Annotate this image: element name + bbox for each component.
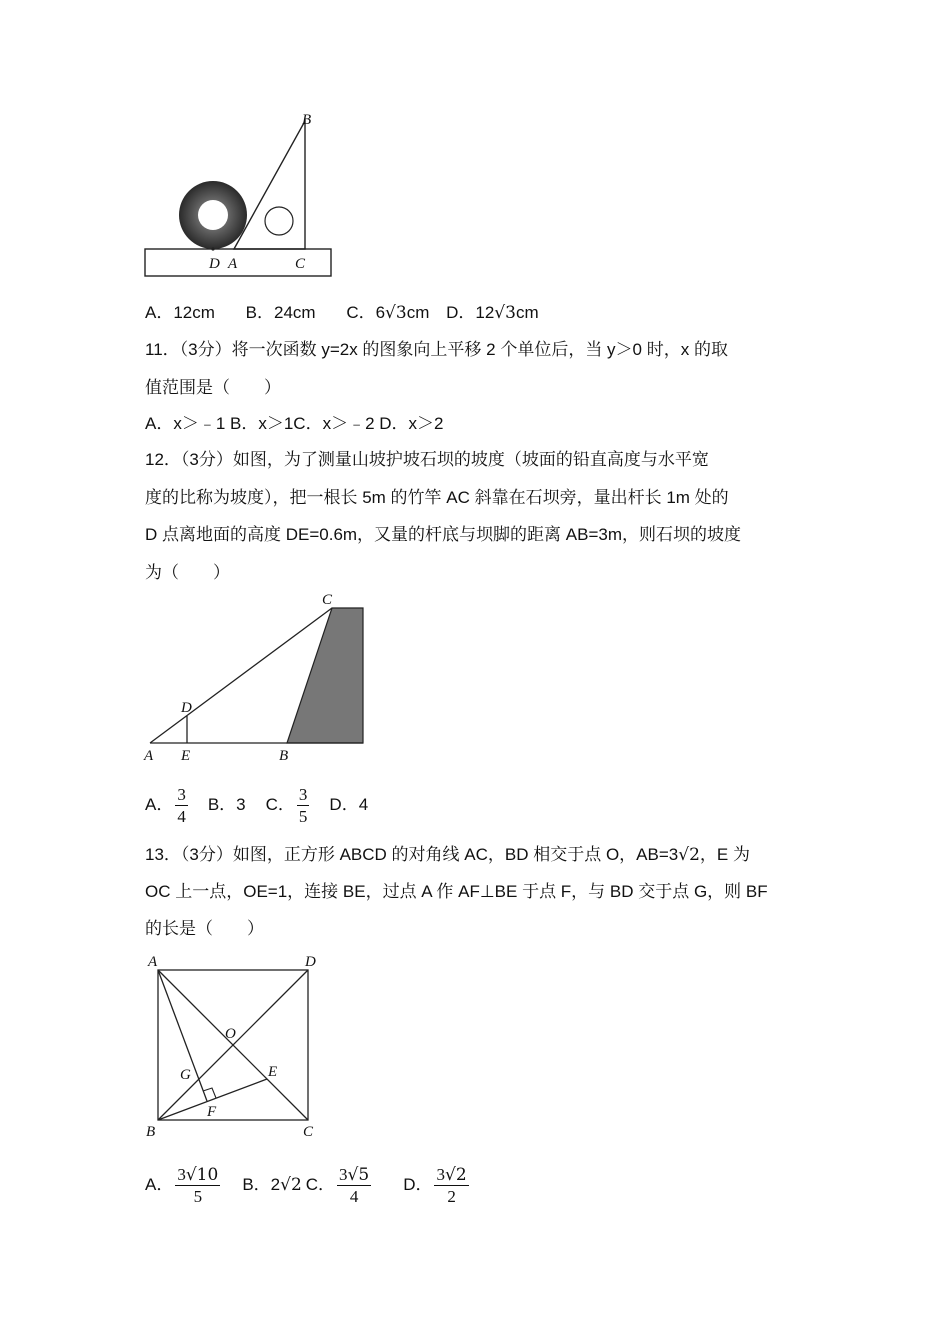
q13-option-d-denominator: 2 xyxy=(447,1186,456,1206)
q12-stem-line1: 12．（3分）如图，为了测量山坡护坡石坝的坡度（坡面的铅直高度与水平宽 xyxy=(145,450,709,469)
q12-option-c[interactable] xyxy=(266,782,312,828)
label-a: A xyxy=(228,256,238,272)
q13-option-a-radical: √10 xyxy=(185,1164,219,1185)
q13-option-a-label: A． xyxy=(145,1175,174,1194)
q12-option-c-denominator: 5 xyxy=(298,806,308,826)
q10-option-d[interactable] xyxy=(446,301,539,325)
q10-option-d-radical: √3 xyxy=(494,303,516,323)
q13-stem-radical: √2 xyxy=(678,845,700,865)
q13-option-c-denominator: 4 xyxy=(349,1186,359,1206)
q10-option-d-prefix: D．12 xyxy=(446,303,495,322)
q13-option-c-radical: √5 xyxy=(347,1164,370,1185)
q13-stem-line3: 的长是（ ） xyxy=(145,919,264,938)
q13-option-d-label: D． xyxy=(403,1175,433,1194)
figure-q13 xyxy=(140,950,340,1150)
q13-option-b-label: B．2 xyxy=(242,1175,281,1194)
set-square xyxy=(234,121,305,249)
q12-stem-line3: D 点离地面的高度 DE=0.6m，又量的杆底与坝脚的距离 AB=3m，则石坝的坡度 xyxy=(145,525,742,544)
q10-option-d-unit: cm xyxy=(515,303,539,322)
q10-option-c-unit: cm xyxy=(406,303,430,322)
q12-options xyxy=(145,782,368,828)
q12-option-a[interactable] xyxy=(145,782,190,828)
figure-q12 xyxy=(140,590,380,765)
q13-option-d-coef: 3 xyxy=(436,1164,445,1184)
label-b: B xyxy=(279,748,289,764)
point-d xyxy=(211,247,214,250)
q13-option-a[interactable] xyxy=(145,1161,222,1209)
label-o: O xyxy=(225,1026,236,1042)
q13-option-b-radical: √2 xyxy=(280,1175,302,1195)
label-g: G xyxy=(180,1067,191,1083)
q10-option-c-radical: √3 xyxy=(385,303,407,323)
label-d: D xyxy=(305,954,316,970)
q13-option-d-numerator xyxy=(434,1166,468,1186)
q12-option-c-fraction xyxy=(297,786,310,826)
q10-options xyxy=(145,301,539,325)
washer-hole xyxy=(198,200,228,230)
q13-option-d-fraction xyxy=(434,1166,468,1206)
label-b: B xyxy=(146,1124,156,1140)
q13-stem-line1-text: 13．（3分）如图，正方形 ABCD 的对角线 AC，BD 相交于点 O，AB=3 xyxy=(145,845,679,864)
q13-options xyxy=(145,1161,471,1209)
q13-option-a-denominator: 5 xyxy=(193,1186,203,1206)
q12-option-c-label: C． xyxy=(265,795,295,814)
q11-stem-line2: 值范围是（ ） xyxy=(145,378,281,397)
q13-option-b[interactable] xyxy=(242,1161,301,1209)
q11-stem-line1: 11．（3分）将一次函数 y=2x 的图象向上平移 2 个单位后，当 y＞0 时，x 的取 xyxy=(145,340,728,359)
label-e: E xyxy=(181,748,191,764)
q13-option-a-coef: 3 xyxy=(177,1164,186,1184)
q12-option-a-fraction xyxy=(175,786,188,826)
q13-option-a-numerator xyxy=(175,1166,220,1186)
q13-option-c-coef: 3 xyxy=(339,1164,348,1184)
q13-option-c-numerator xyxy=(337,1166,371,1186)
label-c: C xyxy=(303,1124,314,1140)
q10-option-c-prefix: C．6 xyxy=(346,303,386,322)
label-d: D xyxy=(181,700,192,716)
q10-option-b[interactable]: B．24cm xyxy=(245,303,316,322)
label-e: E xyxy=(268,1064,278,1080)
q13-option-d-radical: √2 xyxy=(444,1164,467,1185)
q12-option-a-numerator: 3 xyxy=(177,784,186,804)
q13-stem-line1 xyxy=(145,843,750,867)
label-d: D xyxy=(209,256,220,272)
q12-option-d[interactable]: D．4 xyxy=(329,795,369,814)
q12-option-a-label: A． xyxy=(145,795,174,814)
label-c: C xyxy=(322,592,333,608)
figure-q10 xyxy=(140,108,340,288)
label-c: C xyxy=(295,256,306,272)
dam xyxy=(287,608,363,743)
q13-stem-line1-tail: ，E 为 xyxy=(699,845,750,864)
q12-option-a-denominator: 4 xyxy=(177,806,186,826)
q13-option-c-fraction xyxy=(337,1166,371,1206)
q13-option-c-label: C． xyxy=(305,1175,336,1194)
q12-stem-line4: 为（ ） xyxy=(145,563,230,582)
q12-stem-line2: 度的比称为坡度），把一根长 5m 的竹竿 AC 斜靠在石坝旁，量出杆长 1m 处的 xyxy=(145,488,729,507)
label-a: A xyxy=(144,748,154,764)
q11-options[interactable]: A．x＞﹣1 B．x＞1C．x＞﹣2 D．x＞2 xyxy=(145,414,444,433)
q12-option-b[interactable]: B．3 xyxy=(207,795,246,814)
q13-stem-line2: OC 上一点，OE=1，连接 BE，过点 A 作 AF⊥BE 于点 F，与 BD 交于点 G，则 BF xyxy=(145,882,768,901)
q10-option-c[interactable] xyxy=(346,301,429,325)
q13-option-d[interactable] xyxy=(403,1161,470,1209)
q13-option-a-fraction xyxy=(175,1166,220,1206)
label-a: A xyxy=(148,954,158,970)
set-square-hole xyxy=(265,207,293,235)
label-f: F xyxy=(207,1104,217,1120)
q10-option-a[interactable]: A．12cm xyxy=(145,303,215,322)
label-b: B xyxy=(302,112,312,128)
q12-option-c-numerator: 3 xyxy=(298,784,308,804)
q13-option-c[interactable] xyxy=(306,1161,373,1209)
